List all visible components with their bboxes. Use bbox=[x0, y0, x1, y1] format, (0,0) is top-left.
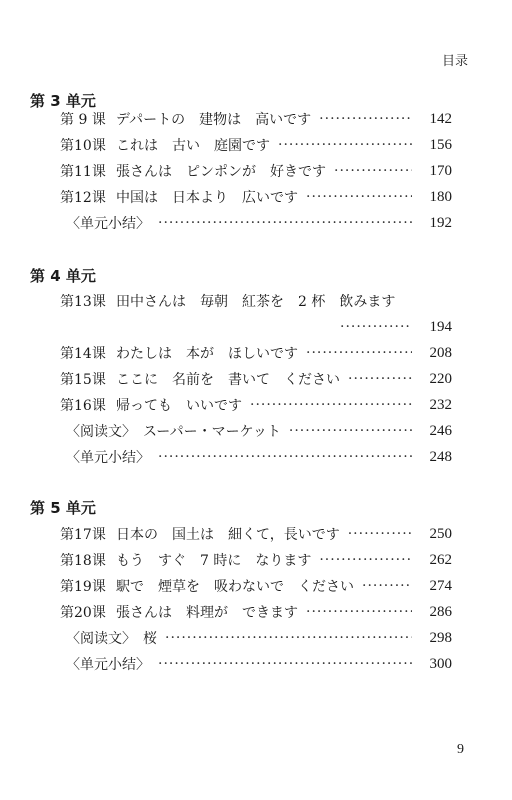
leader-dots bbox=[158, 449, 412, 465]
leader-dots bbox=[278, 137, 412, 153]
page-number: 192 bbox=[429, 214, 452, 231]
lesson-title: もう すぐ 7 時に なります bbox=[116, 553, 312, 569]
unit-title: 第 3 单元 bbox=[30, 92, 96, 110]
page-number: 250 bbox=[429, 525, 452, 542]
leader-dots bbox=[319, 111, 412, 127]
leader-dots bbox=[306, 189, 412, 205]
leader-dots bbox=[319, 552, 412, 568]
summary-title: 〈单元小结〉 bbox=[66, 216, 150, 232]
reading-title: 〈阅读文〉 桜 bbox=[66, 631, 157, 647]
leader-dots bbox=[158, 215, 412, 231]
toc-entry[interactable] bbox=[66, 653, 452, 675]
summary-title: 〈单元小结〉 bbox=[66, 450, 150, 466]
toc-entry[interactable] bbox=[60, 160, 452, 182]
page-number: 208 bbox=[429, 344, 452, 361]
leader-dots bbox=[362, 578, 412, 594]
page-number: 262 bbox=[429, 551, 452, 568]
leader-dots bbox=[306, 604, 412, 620]
toc-entry[interactable] bbox=[60, 108, 452, 130]
toc-entry[interactable] bbox=[66, 420, 452, 442]
leader-dots bbox=[158, 656, 412, 672]
lesson-number: 第16课 bbox=[60, 398, 106, 414]
lesson-number: 第 9 课 bbox=[60, 112, 106, 128]
toc-entry[interactable] bbox=[60, 523, 452, 545]
toc-entry[interactable] bbox=[60, 290, 452, 312]
lesson-number: 第15课 bbox=[60, 372, 106, 388]
lesson-number: 第20课 bbox=[60, 605, 106, 621]
leader-dots bbox=[348, 371, 412, 387]
leader-dots bbox=[250, 397, 412, 413]
leader-dots bbox=[334, 163, 412, 179]
lesson-title: 中国は 日本より 広いです bbox=[116, 190, 298, 206]
lesson-title: わたしは 本が ほしいです bbox=[116, 346, 298, 362]
page-number: 194 bbox=[429, 318, 452, 335]
toc-entry[interactable] bbox=[60, 575, 452, 597]
leader-dots bbox=[165, 630, 412, 646]
summary-title: 〈单元小结〉 bbox=[66, 657, 150, 673]
page-number: 180 bbox=[429, 188, 452, 205]
toc-entry[interactable] bbox=[60, 186, 452, 208]
page-number: 300 bbox=[429, 655, 452, 672]
leader-dots bbox=[340, 319, 412, 335]
unit-title: 第 5 单元 bbox=[30, 499, 96, 517]
toc-entry[interactable] bbox=[60, 394, 452, 416]
lesson-number: 第11课 bbox=[60, 164, 106, 180]
toc-entry[interactable] bbox=[60, 342, 452, 364]
toc-entry[interactable] bbox=[60, 134, 452, 156]
toc-entry[interactable] bbox=[66, 627, 452, 649]
leader-dots bbox=[289, 423, 412, 439]
lesson-number: 第12课 bbox=[60, 190, 106, 206]
page-number: 220 bbox=[429, 370, 452, 387]
toc-entry[interactable] bbox=[66, 212, 452, 234]
lesson-title: 張さんは ピンポンが 好きです bbox=[116, 164, 326, 180]
lesson-title: これは 古い 庭園です bbox=[116, 138, 270, 154]
lesson-number: 第19课 bbox=[60, 579, 106, 595]
toc-entry[interactable] bbox=[60, 601, 452, 623]
lesson-number: 第18课 bbox=[60, 553, 106, 569]
lesson-title: デパートの 建物は 高いです bbox=[116, 112, 312, 128]
lesson-title: 日本の 国土は 細くて，長いです bbox=[116, 527, 340, 543]
lesson-number: 第13课 bbox=[60, 294, 106, 310]
page-number: 170 bbox=[429, 162, 452, 179]
page-number: 248 bbox=[429, 448, 452, 465]
lesson-number: 第14课 bbox=[60, 346, 106, 362]
reading-title: 〈阅读文〉 スーパー・マーケット bbox=[66, 424, 281, 440]
lesson-title: 張さんは 料理が できます bbox=[116, 605, 298, 621]
lesson-title: 駅で 煙草を 吸わないで ください bbox=[116, 579, 354, 595]
unit-title: 第 4 单元 bbox=[30, 267, 96, 285]
toc-entry-continuation[interactable] bbox=[60, 316, 452, 338]
header-section-label: 目录 bbox=[441, 54, 468, 69]
leader-dots bbox=[348, 526, 412, 542]
toc-entry[interactable] bbox=[60, 549, 452, 571]
page-number: 274 bbox=[429, 577, 452, 594]
toc-entry[interactable] bbox=[66, 446, 452, 468]
toc-entry[interactable] bbox=[60, 368, 452, 390]
lesson-number: 第17课 bbox=[60, 527, 106, 543]
lesson-title: 帰っても いいです bbox=[116, 398, 242, 414]
page-number: 246 bbox=[429, 422, 452, 439]
leader-dots bbox=[306, 345, 412, 361]
footer-page-number: 9 bbox=[457, 742, 464, 757]
page-number: 232 bbox=[429, 396, 452, 413]
lesson-number: 第10课 bbox=[60, 138, 106, 154]
lesson-title: ここに 名前を 書いて ください bbox=[116, 372, 340, 388]
page-number: 286 bbox=[429, 603, 452, 620]
page-number: 142 bbox=[429, 110, 452, 127]
page-number: 156 bbox=[429, 136, 452, 153]
lesson-title: 田中さんは 毎朝 紅茶を 2 杯 飲みます bbox=[116, 294, 396, 310]
page-number: 298 bbox=[429, 629, 452, 646]
